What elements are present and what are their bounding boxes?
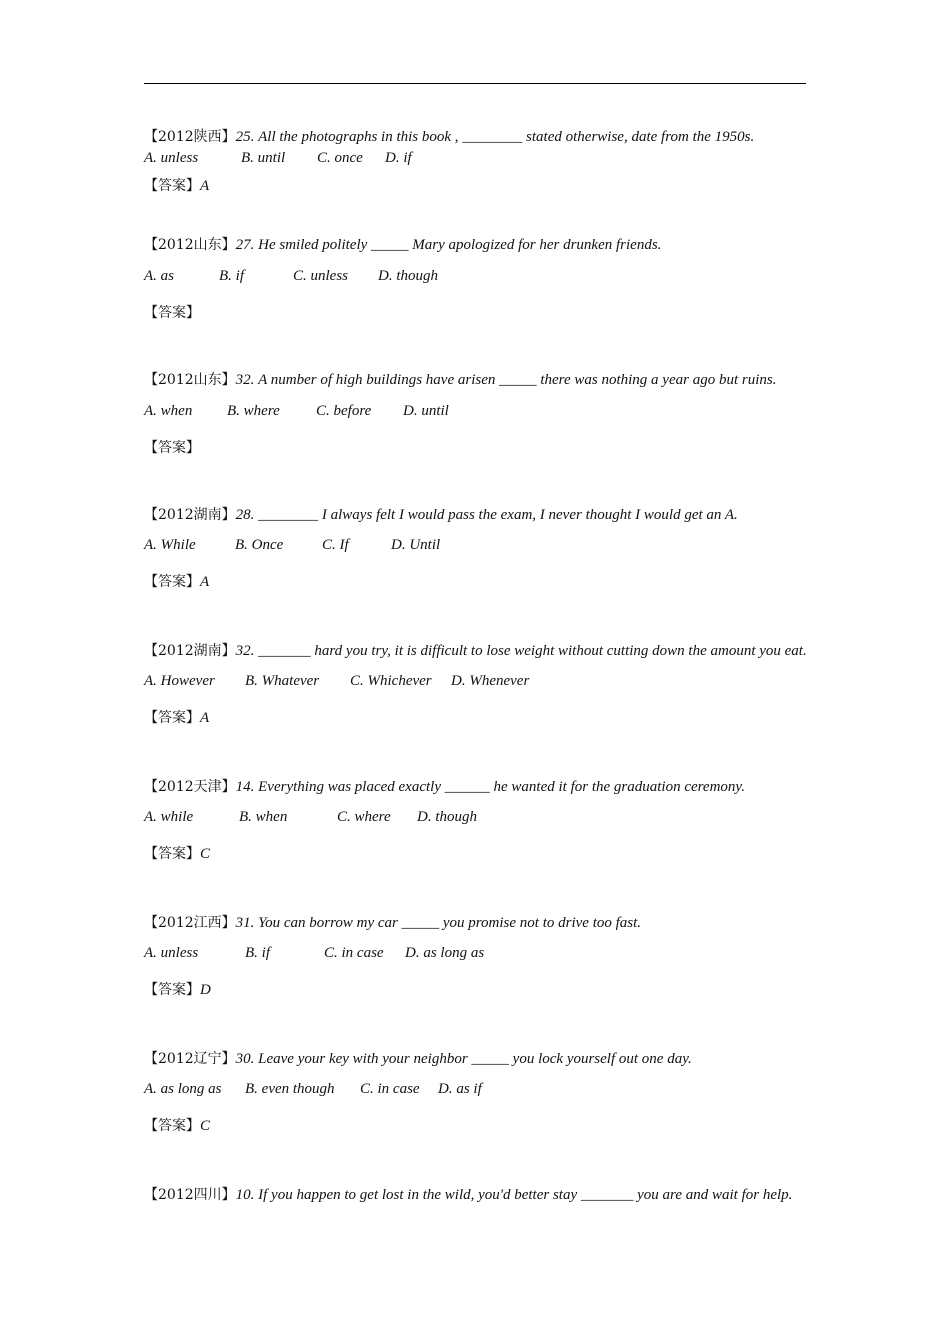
question-9 — [144, 1184, 792, 1204]
question-tag: 【2012江西】 — [144, 915, 236, 931]
question-4-options — [144, 537, 440, 554]
answer-label: 【答案】 — [144, 305, 200, 321]
answer-label: 【答案】 — [144, 846, 200, 862]
question-1-options — [144, 150, 412, 167]
question-4 — [144, 504, 738, 524]
question-tag: 【2012陕西】 — [144, 129, 236, 145]
option-a: A. While — [144, 537, 196, 553]
option-c: C. Whichever — [350, 673, 432, 689]
question-6-options — [144, 809, 477, 826]
question-6 — [144, 776, 745, 796]
question-stem: 28. ________ I always felt I would pass the exam, I never thought I would get an A. — [235, 507, 738, 523]
option-c: C. where — [337, 809, 391, 825]
option-b: B. if — [219, 268, 244, 284]
option-d: D. until — [403, 403, 449, 419]
answer-3 — [144, 437, 200, 457]
answer-value: A — [200, 574, 210, 590]
question-7 — [144, 912, 641, 932]
option-d: D. as if — [438, 1081, 482, 1097]
option-b: B. Once — [235, 537, 284, 553]
question-8-options — [144, 1081, 482, 1098]
option-b: B. if — [245, 945, 270, 961]
option-d: D. though — [417, 809, 477, 825]
answer-5 — [144, 707, 209, 727]
option-d: D. though — [378, 268, 438, 284]
question-stem: 14. Everything was placed exactly ______ he wanted it for the graduation ceremony. — [235, 779, 745, 795]
question-stem: 25. All the photographs in this book , ________ stated otherwise, date from the 1950s. — [235, 129, 755, 145]
option-b: B. when — [239, 809, 288, 825]
question-stem: 10. If you happen to get lost in the wild, you'd better stay _______ you are and wait for help. — [235, 1187, 793, 1203]
question-tag: 【2012湖南】 — [144, 643, 236, 659]
question-stem: 30. Leave your key with your neighbor _____ you lock yourself out one day. — [235, 1051, 692, 1067]
answer-label: 【答案】 — [144, 1118, 200, 1134]
question-stem: 32. A number of high buildings have arisen _____ there was nothing a year ago but ruins. — [235, 372, 777, 388]
question-5 — [144, 640, 807, 660]
question-2-options — [144, 268, 438, 285]
answer-value: A — [200, 710, 210, 726]
option-a: A. as — [144, 268, 174, 284]
option-c: C. in case — [324, 945, 384, 961]
option-c: C. If — [322, 537, 349, 553]
question-7-options — [144, 945, 484, 962]
answer-value: C — [200, 846, 211, 862]
question-stem: 31. You can borrow my car _____ you promise not to drive too fast. — [235, 915, 642, 931]
question-tag: 【2012辽宁】 — [144, 1051, 236, 1067]
option-a: A. while — [144, 809, 194, 825]
answer-8 — [144, 1115, 210, 1135]
question-tag: 【2012湖南】 — [144, 507, 236, 523]
question-stem: 27. He smiled politely _____ Mary apologized for her drunken friends. — [235, 237, 662, 253]
option-c: C. unless — [293, 268, 349, 284]
answer-7 — [144, 979, 211, 999]
question-stem: 32. _______ hard you try, it is difficult to lose weight without cutting down the amount you eat. — [235, 643, 807, 659]
answer-label: 【答案】 — [144, 440, 200, 456]
header-rule — [144, 83, 806, 84]
option-a: A. unless — [144, 945, 199, 961]
option-b: B. even though — [245, 1081, 335, 1097]
option-d: D. if — [385, 150, 412, 166]
option-d: D. as long as — [405, 945, 485, 961]
answer-label: 【答案】 — [144, 710, 200, 726]
answer-value: D — [200, 982, 211, 998]
option-a: A. However — [144, 673, 215, 689]
answer-2 — [144, 302, 200, 322]
option-c: C. before — [316, 403, 372, 419]
answer-label: 【答案】 — [144, 574, 200, 590]
option-a: A. when — [144, 403, 193, 419]
question-5-options — [144, 673, 529, 690]
question-tag: 【2012山东】 — [144, 372, 236, 388]
question-tag: 【2012山东】 — [144, 237, 236, 253]
option-a: A. unless — [144, 150, 199, 166]
question-3 — [144, 369, 776, 389]
option-a: A. as long as — [144, 1081, 222, 1097]
answer-1 — [144, 175, 209, 195]
answer-value: C — [200, 1118, 211, 1134]
answer-4 — [144, 571, 209, 591]
answer-label: 【答案】 — [144, 178, 200, 194]
option-c: C. once — [317, 150, 363, 166]
question-tag: 【2012四川】 — [144, 1187, 236, 1203]
question-2 — [144, 234, 661, 254]
option-b: B. where — [227, 403, 280, 419]
question-8 — [144, 1048, 692, 1068]
option-b: B. Whatever — [245, 673, 320, 689]
option-d: D. Until — [391, 537, 441, 553]
option-c: C. in case — [360, 1081, 420, 1097]
question-tag: 【2012天津】 — [144, 779, 236, 795]
answer-label: 【答案】 — [144, 982, 200, 998]
answer-6 — [144, 843, 210, 863]
option-b: B. until — [241, 150, 286, 166]
question-1 — [144, 126, 754, 146]
option-d: D. Whenever — [451, 673, 530, 689]
question-3-options — [144, 403, 449, 420]
answer-value: A — [200, 178, 210, 194]
